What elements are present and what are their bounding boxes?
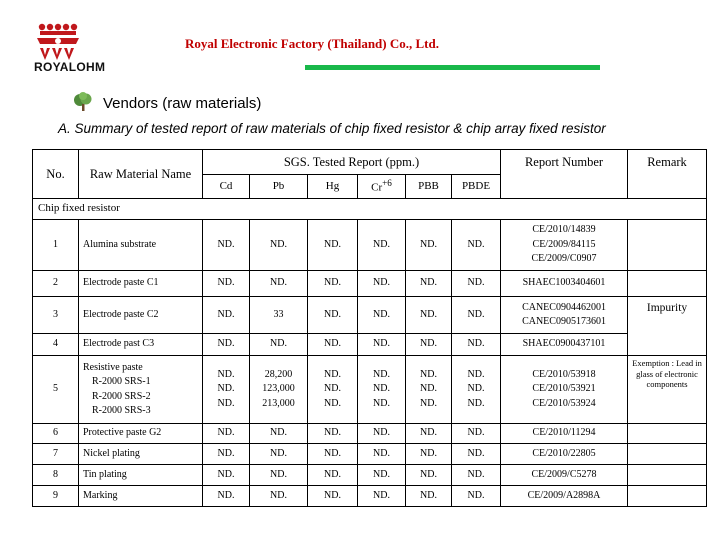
cell-value: ND. <box>217 368 235 380</box>
cell-cd: ND. <box>203 486 250 507</box>
summary-heading: A. Summary of tested report of raw materials of chip fixed resistor & chip array fixed resistor <box>58 121 606 136</box>
cell-pbb: ND. <box>406 444 452 465</box>
header-report: Report Number <box>501 150 628 199</box>
cell-hg: ND. <box>308 444 358 465</box>
table-row <box>33 444 707 465</box>
cell-pbde: ND. <box>452 465 501 486</box>
cell-value: ND. <box>324 383 341 395</box>
table-row <box>33 334 707 356</box>
cell-pbb: ND. <box>406 424 452 444</box>
material-name: Alumina substrate <box>79 220 203 271</box>
report-number <box>501 297 628 334</box>
cell-value: ND. <box>420 368 437 380</box>
cell-value: ND. <box>467 368 485 380</box>
table-row <box>33 271 707 297</box>
remark-cell <box>628 486 707 507</box>
report-number <box>501 356 628 424</box>
remark-cell <box>628 465 707 486</box>
cell-pbb: ND. <box>406 297 452 334</box>
table-row <box>33 486 707 507</box>
cell-hg: ND. <box>308 486 358 507</box>
report-number: CE/2010/22805 <box>501 444 628 465</box>
header-sgs: SGS. Tested Report (ppm.) <box>203 150 501 175</box>
cell-cr6: ND. <box>358 220 406 271</box>
row-no: 2 <box>33 271 79 297</box>
row-no: 7 <box>33 444 79 465</box>
remark-cell <box>628 424 707 444</box>
report-line: CE/2009/84115 <box>532 238 596 250</box>
report-number: CE/2009/A2898A <box>501 486 628 507</box>
cell-value: ND. <box>467 383 485 395</box>
material-name: Electrode past C3 <box>79 334 203 356</box>
remark-cell <box>628 220 707 271</box>
material-name: Marking <box>79 486 203 507</box>
cell-value: ND. <box>373 368 390 380</box>
header-pbde: PBDE <box>452 175 501 199</box>
cell-cr6: ND. <box>358 334 406 356</box>
cell-pbde <box>452 356 501 424</box>
cell-cd: ND. <box>203 444 250 465</box>
cell-pb <box>250 356 308 424</box>
cell-pbde: ND. <box>452 220 501 271</box>
cell-hg: ND. <box>308 220 358 271</box>
cell-cr6 <box>358 356 406 424</box>
material-name: Nickel plating <box>79 444 203 465</box>
report-number <box>501 220 628 271</box>
cell-cr6: ND. <box>358 486 406 507</box>
report-line: CANEC0904462001 <box>522 301 606 313</box>
row-no: 3 <box>33 297 79 334</box>
cell-pbb: ND. <box>406 334 452 356</box>
cell-cr6: ND. <box>358 424 406 444</box>
cell-cd <box>203 356 250 424</box>
cell-value: 28,200 <box>264 368 293 380</box>
cell-pb: ND. <box>250 220 308 271</box>
header-remark: Remark <box>628 150 707 199</box>
report-line: CANEC0905173601 <box>522 316 606 327</box>
material-name: Tin plating <box>79 465 203 486</box>
header-hg: Hg <box>308 175 358 199</box>
report-number: CE/2009/C5278 <box>501 465 628 486</box>
cell-hg: ND. <box>308 334 358 356</box>
section-title: Vendors (raw materials) <box>103 95 262 112</box>
cell-pbde: ND. <box>452 297 501 334</box>
cell-value: ND. <box>467 397 485 409</box>
row-no: 6 <box>33 424 79 444</box>
material-group-label: Resistive paste <box>83 361 143 373</box>
header-cr6: $Cr^{+6}$ <box>358 175 406 199</box>
company-name: Royal Electronic Factory (Thailand) Co., Ltd. <box>185 36 439 51</box>
header-pb: Pb <box>250 175 308 199</box>
cell-pbb: ND. <box>406 465 452 486</box>
cell-pb: 33 <box>250 297 308 334</box>
cell-pb: ND. <box>250 486 308 507</box>
cell-pb: ND. <box>250 271 308 297</box>
material-subitem: R-2000 SRS-3 <box>92 405 151 416</box>
material-name: Protective paste G2 <box>79 424 203 444</box>
row-no: 1 <box>33 220 79 271</box>
cell-cd: ND. <box>203 334 250 356</box>
report-line: CE/2010/14839 <box>532 224 596 236</box>
cell-pbde: ND. <box>452 334 501 356</box>
logo-text: ROYALOHM <box>34 60 106 74</box>
cell-pb: ND. <box>250 444 308 465</box>
table-row <box>33 424 707 444</box>
cell-cr6: ND. <box>358 297 406 334</box>
header-material: Raw Material Name <box>79 150 203 199</box>
header-cd: Cd <box>203 175 250 199</box>
cell-hg: ND. <box>308 297 358 334</box>
section-row-chip-fixed-resistor: Chip fixed resistor <box>33 199 707 220</box>
table-row <box>33 356 707 424</box>
material-name: Electrode paste C2 <box>79 297 203 334</box>
cell-cr6: ND. <box>358 271 406 297</box>
table-row <box>33 297 707 334</box>
cell-hg: ND. <box>308 424 358 444</box>
cell-hg: ND. <box>308 465 358 486</box>
cell-pbb: ND. <box>406 486 452 507</box>
report-number: CE/2010/11294 <box>501 424 628 444</box>
header-pbb: PBB <box>406 175 452 199</box>
cell-pbb: ND. <box>406 271 452 297</box>
header-no: No. <box>33 150 79 199</box>
cell-value: ND. <box>324 397 341 409</box>
cell-cd: ND. <box>203 424 250 444</box>
cell-value: 123,000 <box>262 383 295 395</box>
report-line: CE/2009/C0907 <box>531 253 597 265</box>
cell-pbb: ND. <box>406 220 452 271</box>
cell-value: ND. <box>324 368 341 380</box>
report-number: SHAEC0900437101 <box>501 334 628 356</box>
cell-value: ND. <box>420 383 437 395</box>
material-name <box>79 356 203 424</box>
cell-value: ND. <box>373 383 390 395</box>
cell-pbde: ND. <box>452 271 501 297</box>
material-name: Electrode paste C1 <box>79 271 203 297</box>
table-row <box>33 220 707 271</box>
cell-cd: ND. <box>203 465 250 486</box>
report-line: CE/2010/53918 <box>532 368 596 380</box>
remark-exemption: Exemption : Lead in glass of electronic components <box>628 356 707 424</box>
cell-value: ND. <box>373 397 390 409</box>
cell-hg: ND. <box>308 271 358 297</box>
cell-value: ND. <box>217 383 235 395</box>
cell-pbde: ND. <box>452 424 501 444</box>
cell-value: ND. <box>420 397 437 409</box>
remark-cell <box>628 271 707 297</box>
cell-pbde: ND. <box>452 486 501 507</box>
tree-bullet-icon <box>72 92 94 112</box>
material-subitem: R-2000 SRS-1 <box>92 376 151 387</box>
cell-cd: ND. <box>203 220 250 271</box>
cell-cr6: ND. <box>358 465 406 486</box>
cell-value: ND. <box>217 397 235 409</box>
row-no: 8 <box>33 465 79 486</box>
remark-impurity: Impurity <box>628 297 707 356</box>
cell-pb: ND. <box>250 465 308 486</box>
cell-cr6: ND. <box>358 444 406 465</box>
row-no: 5 <box>33 356 79 424</box>
cell-pb: ND. <box>250 334 308 356</box>
table-row <box>33 465 707 486</box>
cell-pb: ND. <box>250 424 308 444</box>
remark-cell <box>628 444 707 465</box>
cell-value: 213,000 <box>262 397 295 409</box>
row-no: 9 <box>33 486 79 507</box>
cell-cd: ND. <box>203 271 250 297</box>
report-line: CE/2010/53924 <box>532 397 596 409</box>
material-subitem: R-2000 SRS-2 <box>92 390 151 402</box>
header-accent-bar <box>305 65 600 70</box>
cell-pbb <box>406 356 452 424</box>
cell-pbde: ND. <box>452 444 501 465</box>
test-report-table <box>32 149 706 506</box>
report-number: SHAEC1003404601 <box>501 271 628 297</box>
row-no: 4 <box>33 334 79 356</box>
cell-hg <box>308 356 358 424</box>
report-line: CE/2010/53921 <box>532 383 596 395</box>
cell-cd: ND. <box>203 297 250 334</box>
